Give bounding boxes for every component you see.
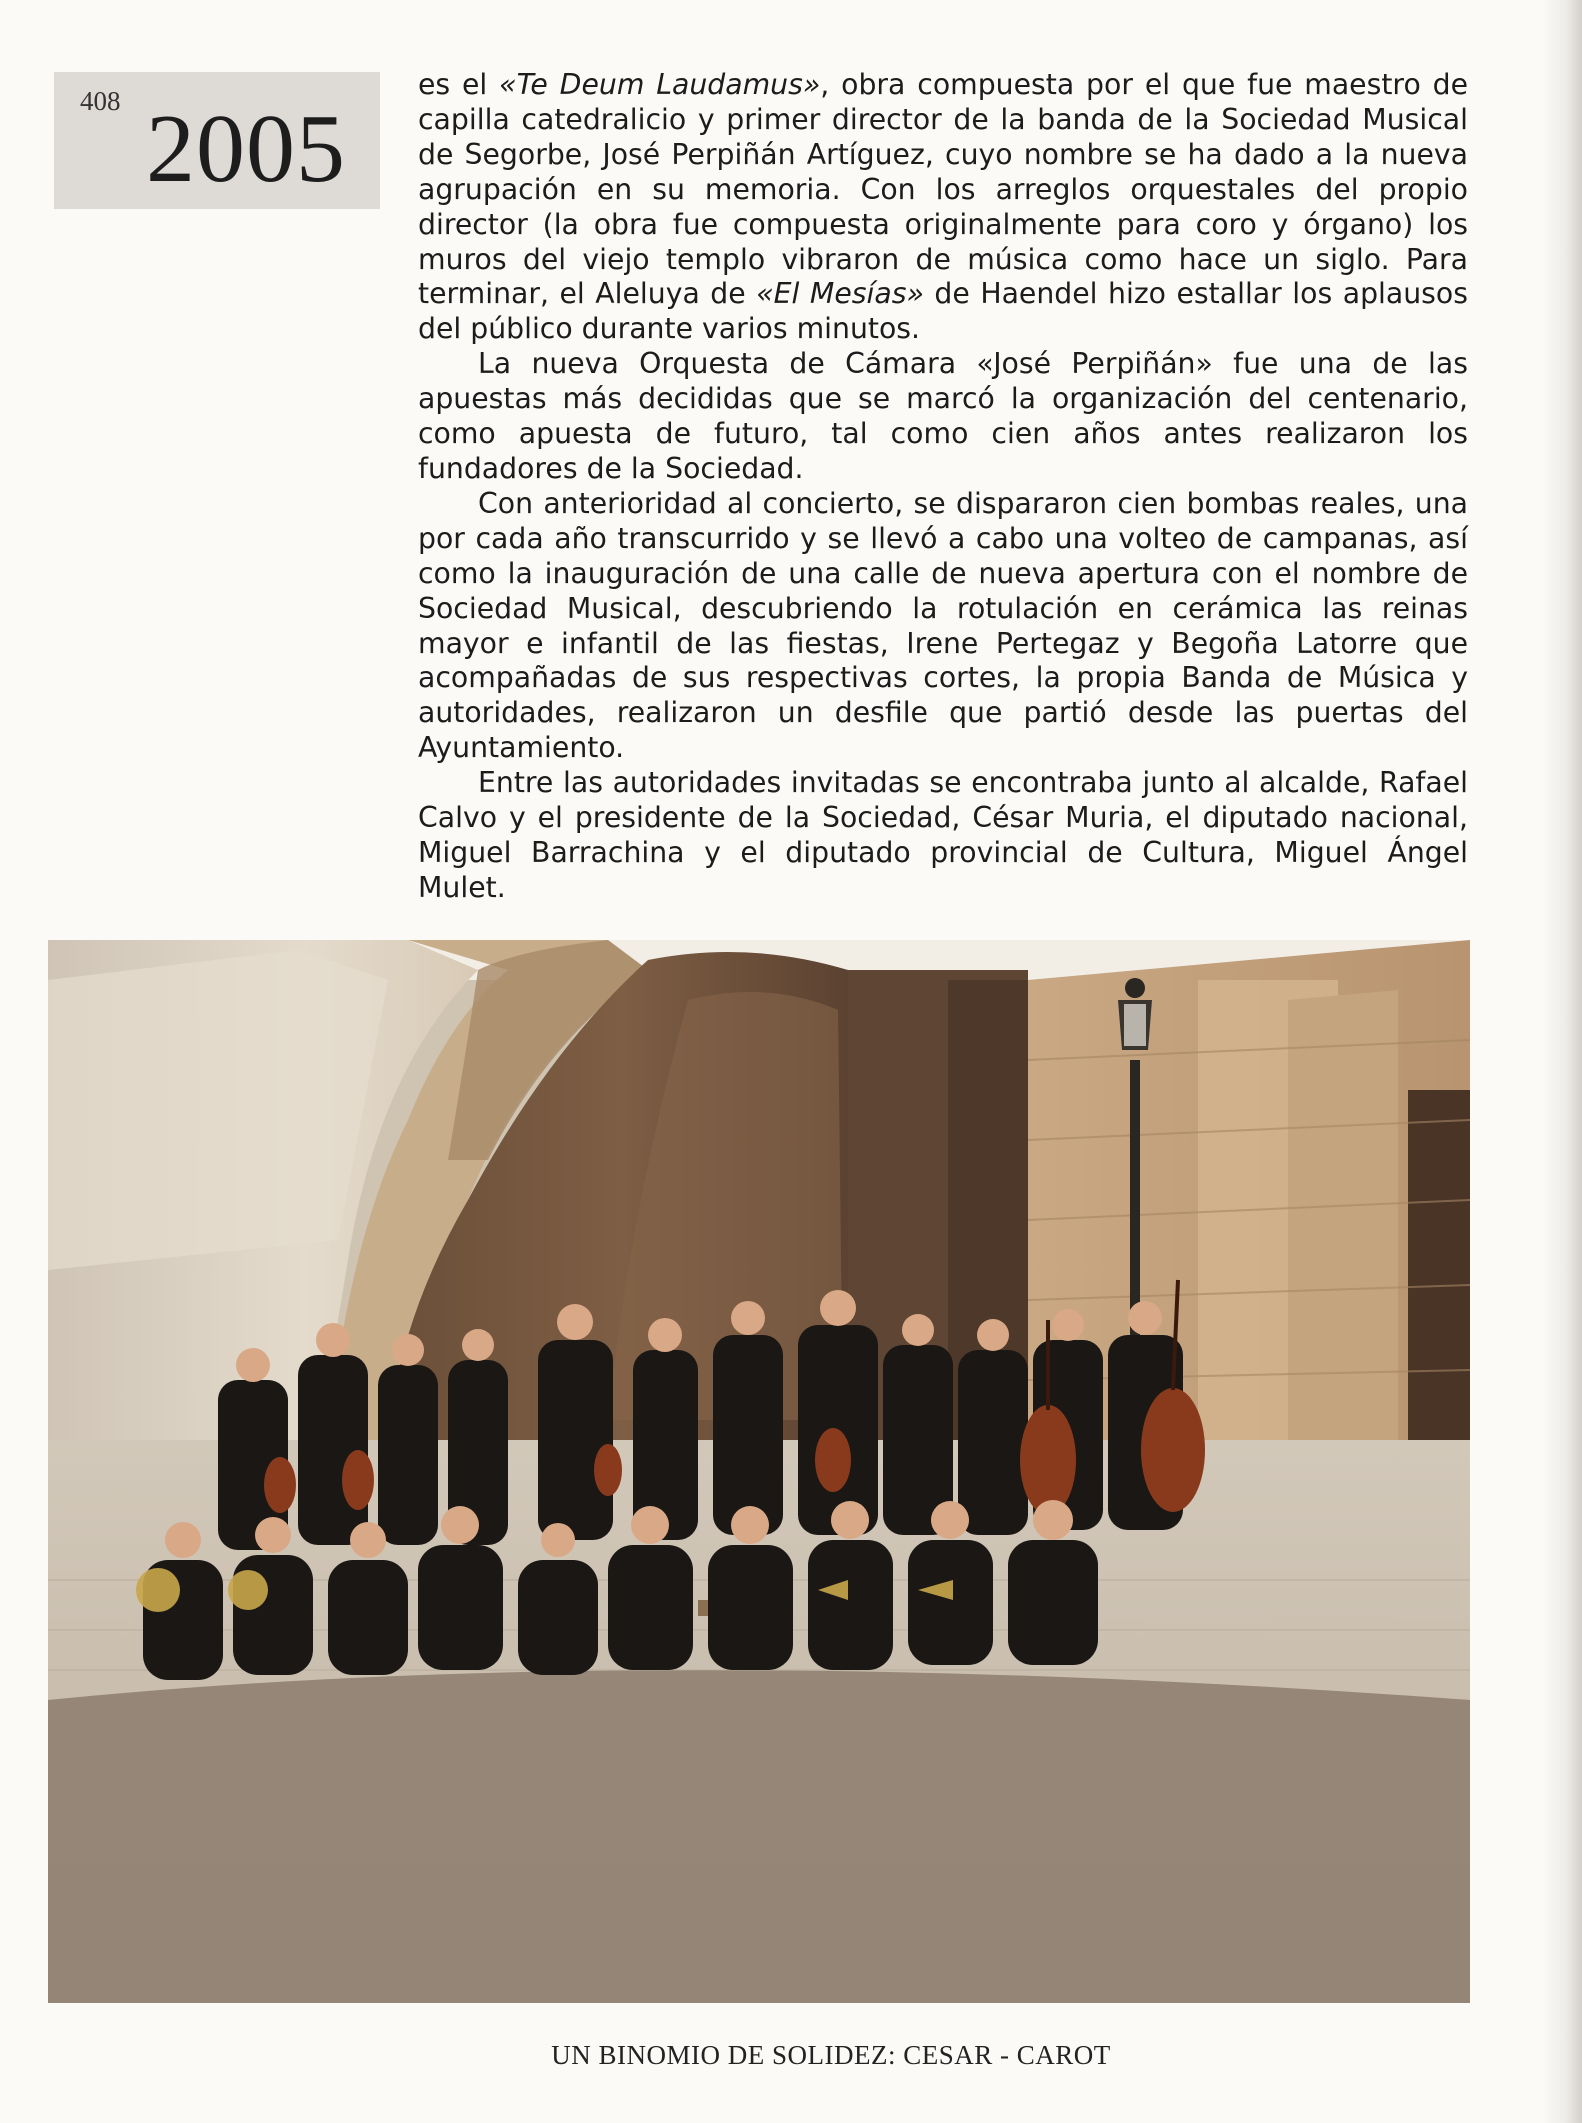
body-paragraph [418, 68, 1468, 347]
body-paragraph [418, 766, 1468, 906]
year-heading: 2005 [146, 95, 346, 203]
body-paragraph [418, 487, 1468, 766]
year-header-box [54, 72, 380, 209]
paragraph-text: Entre las autoridades invitadas se encontraba junto al alcalde, Rafael Calvo y el presidente de la Sociedad, César Muria, el diputado nacional, Miguel Barrachina y el diputado provincial de Cultura, Miguel Ángel Mulet. [418, 766, 1468, 904]
paragraph-text: La nueva Orquesta de Cámara «José Perpiñán» fue una de las apuestas más decididas que se marcó la organización del centenario, como apuesta de futuro, tal como cien años antes realizaron los fundadores de la Sociedad. [418, 347, 1468, 485]
paragraph-text: Con anterioridad al concierto, se dispararon cien bombas reales, una por cada año transcurrido y se llevó a cabo una volteo de campanas, así como la inauguración de una calle de nueva apertura con el nombre de Sociedad Musical, descubriendo la rotulación en cerámica las reinas mayor e infantil de las fiestas, Irene Pertegaz y Begoña Latorre que acompañadas de sus respectivas cortes, la propia Banda de Música y autoridades, realizaron un desfile que partió desde las puertas del Ayuntamiento. [418, 486, 1468, 765]
page-edge-shadow [1542, 0, 1582, 2123]
italic-title: «El Mesías» [756, 277, 924, 311]
orchestra-group-photo [48, 940, 1470, 2003]
body-text [418, 68, 1468, 906]
orchestra-photo-illustration [48, 940, 1470, 2003]
page-number: 408 [80, 86, 121, 116]
body-paragraph [418, 347, 1468, 487]
photo-caption: UN BINOMIO DE SOLIDEZ: CESAR - CAROT [551, 2040, 1111, 2070]
paragraph-text: es el [418, 68, 500, 101]
paragraph-text: , obra compuesta por el que fue maestro de capilla catedralicio y primer director de la banda de la Sociedad Musical de Segorbe, José Perpiñán Artíguez, cuyo nombre se ha dado a la nueva agrupación en su memoria. Con los arreglos orquestales del propio director (la obra fue compuesta originalmente para coro y órgano) los muros del viejo templo vibraron de música como hace un siglo. Para terminar, el Aleluya de [418, 68, 1468, 311]
italic-title: «Te Deum Laudamus» [499, 68, 821, 101]
paragraph-text: de Haendel hizo estallar los aplausos del público durante varios minutos. [418, 277, 1468, 346]
